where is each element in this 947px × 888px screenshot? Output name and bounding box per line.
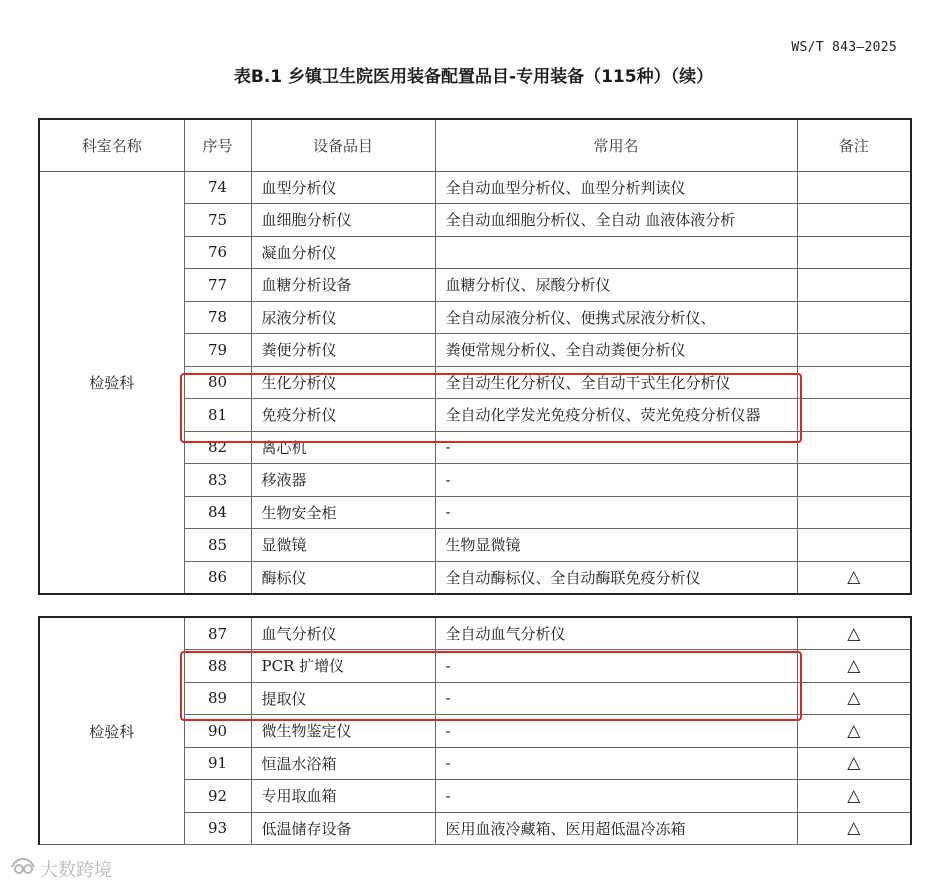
common-name-cell: 全自动血细胞分析仪、全自动 血液体液分析 [435,204,797,237]
eye-logo-icon [10,857,36,882]
number-cell: 81 [184,399,251,432]
common-name-cell: 全自动酶标仪、全自动酶联免疫分析仪 [435,561,797,594]
common-name-cell: 血糖分析仪、尿酸分析仪 [435,269,797,302]
number-cell: 77 [184,269,251,302]
table-body-top [39,171,911,594]
item-cell: 血型分析仪 [251,171,435,204]
note-cell [797,269,911,302]
department-cell: 检验科 [39,617,184,845]
item-cell: 恒温水浴箱 [251,747,435,780]
common-name-cell: 全自动尿液分析仪、便携式尿液分析仪、 [435,301,797,334]
number-cell: 92 [184,780,251,813]
equipment-table-bottom [38,616,912,845]
note-cell [797,366,911,399]
item-cell: 微生物鉴定仪 [251,715,435,748]
table-body-bottom [39,617,911,845]
item-cell: 粪便分析仪 [251,334,435,367]
header-number: 序号 [184,119,251,171]
number-cell: 93 [184,812,251,845]
number-cell: 89 [184,682,251,715]
note-cell [797,431,911,464]
number-cell: 87 [184,617,251,650]
number-cell: 90 [184,715,251,748]
header-department: 科室名称 [39,119,184,171]
note-cell: △ [797,715,911,748]
table-row [39,617,911,650]
item-cell: 显微镜 [251,529,435,562]
common-name-cell: - [435,650,797,683]
common-name-cell: - [435,682,797,715]
number-cell: 83 [184,464,251,497]
common-name-cell: 粪便常规分析仪、全自动粪便分析仪 [435,334,797,367]
common-name-cell: 全自动化学发光免疫分析仪、荧光免疫分析仪器 [435,399,797,432]
number-cell: 85 [184,529,251,562]
number-cell: 86 [184,561,251,594]
common-name-cell: - [435,496,797,529]
number-cell: 80 [184,366,251,399]
item-cell: 低温储存设备 [251,812,435,845]
item-cell: 凝血分析仪 [251,236,435,269]
header-item: 设备品目 [251,119,435,171]
number-cell: 75 [184,204,251,237]
note-cell [797,236,911,269]
common-name-cell: - [435,780,797,813]
common-name-cell: 生物显微镜 [435,529,797,562]
common-name-cell: 医用血液冷藏箱、医用超低温冷冻箱 [435,812,797,845]
number-cell: 84 [184,496,251,529]
note-cell [797,529,911,562]
common-name-cell: 全自动血气分析仪 [435,617,797,650]
item-cell: 离心机 [251,431,435,464]
item-cell: 生化分析仪 [251,366,435,399]
document-title: 表B.1 乡镇卫生院医用装备配置品目-专用装备（115种）（续） [233,67,714,87]
note-cell: △ [797,682,911,715]
number-cell: 79 [184,334,251,367]
item-cell: 酶标仪 [251,561,435,594]
item-cell: 提取仪 [251,682,435,715]
department-cell: 检验科 [39,171,184,594]
number-cell: 88 [184,650,251,683]
common-name-cell: 全自动生化分析仪、全自动干式生化分析仪 [435,366,797,399]
watermark [10,856,112,882]
common-name-cell: - [435,715,797,748]
item-cell: 专用取血箱 [251,780,435,813]
note-cell [797,204,911,237]
number-cell: 74 [184,171,251,204]
number-cell: 82 [184,431,251,464]
watermark-text: 大数跨境 [40,860,112,881]
table-header-row [39,119,911,171]
number-cell: 76 [184,236,251,269]
item-cell: PCR 扩增仪 [251,650,435,683]
common-name-cell: - [435,747,797,780]
item-cell: 血细胞分析仪 [251,204,435,237]
item-cell: 尿液分析仪 [251,301,435,334]
note-cell [797,171,911,204]
header-note: 备注 [797,119,911,171]
note-cell [797,399,911,432]
table-row [39,171,911,204]
note-cell: △ [797,561,911,594]
number-cell: 91 [184,747,251,780]
equipment-table-top [38,118,912,595]
note-cell: △ [797,650,911,683]
common-name-cell: - [435,464,797,497]
note-cell [797,464,911,497]
item-cell: 移液器 [251,464,435,497]
item-cell: 生物安全柜 [251,496,435,529]
common-name-cell: 全自动血型分析仪、血型分析判读仪 [435,171,797,204]
number-cell: 78 [184,301,251,334]
note-cell: △ [797,780,911,813]
note-cell: △ [797,747,911,780]
note-cell [797,496,911,529]
note-cell: △ [797,617,911,650]
document-code: WS/T 843—2025 [791,40,897,55]
item-cell: 血气分析仪 [251,617,435,650]
common-name-cell [435,236,797,269]
header-common-name: 常用名 [435,119,797,171]
note-cell: △ [797,812,911,845]
common-name-cell: - [435,431,797,464]
note-cell [797,334,911,367]
note-cell [797,301,911,334]
item-cell: 血糖分析设备 [251,269,435,302]
item-cell: 免疫分析仪 [251,399,435,432]
